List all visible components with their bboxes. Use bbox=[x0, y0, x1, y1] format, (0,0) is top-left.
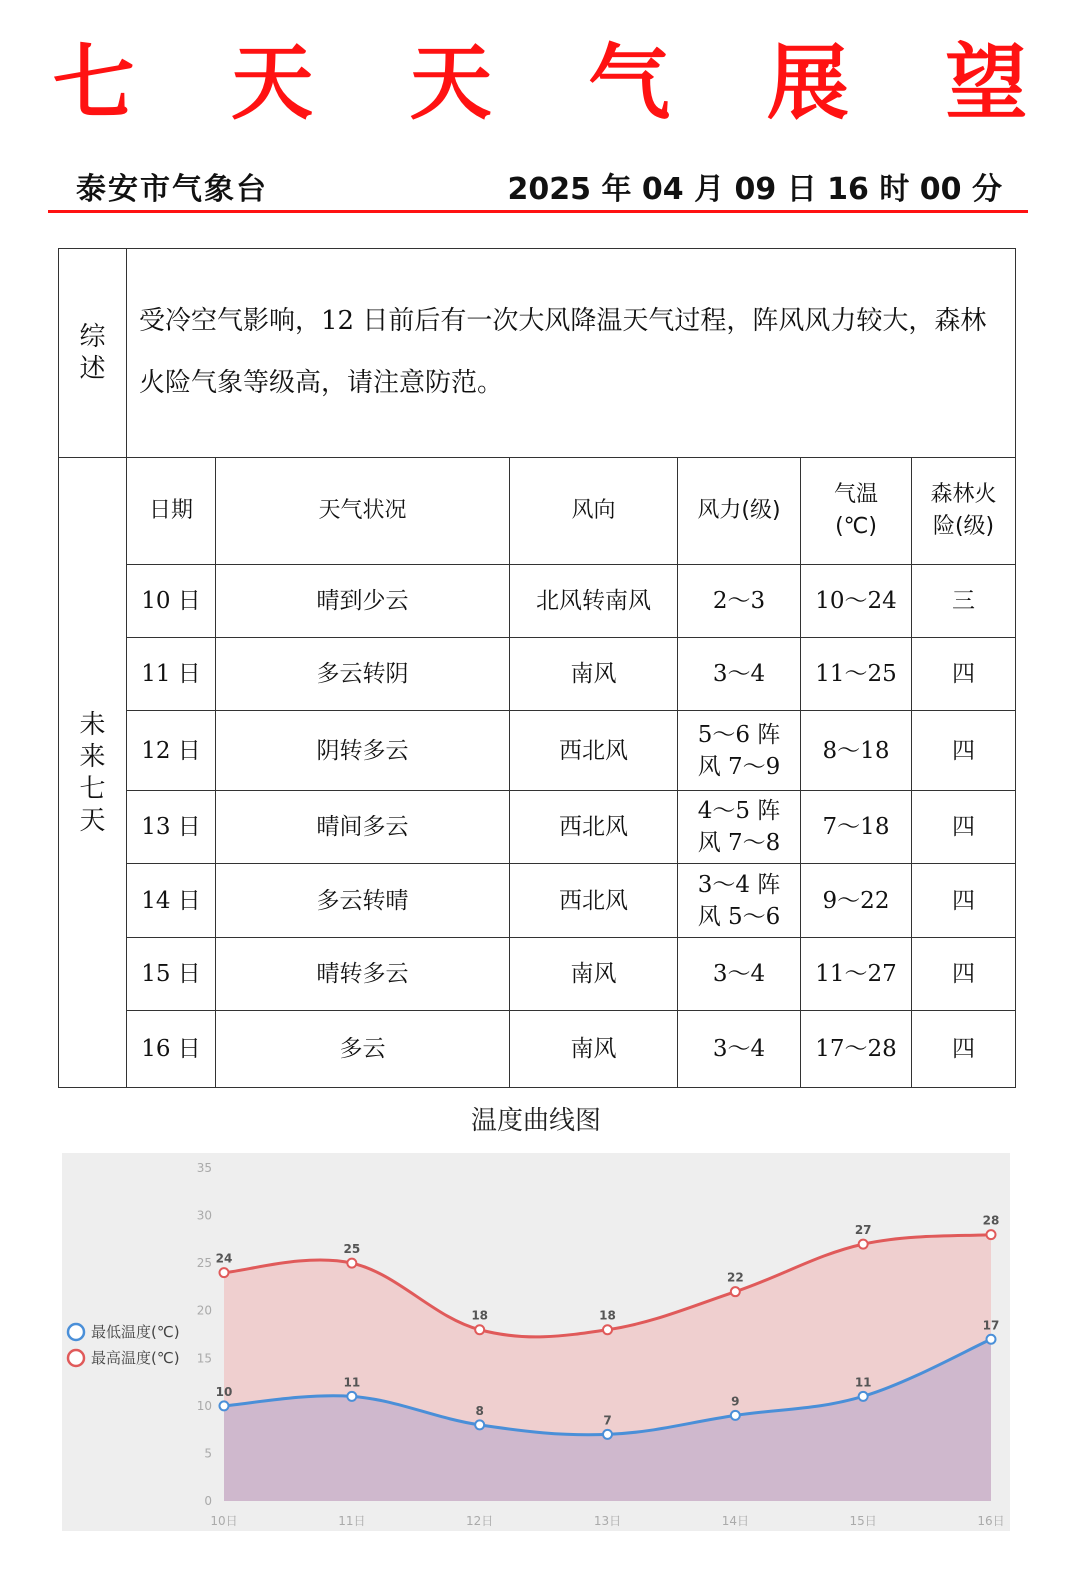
data-point bbox=[220, 1401, 229, 1410]
cell-weather: 多云转阴 bbox=[216, 638, 510, 711]
data-point bbox=[731, 1287, 740, 1296]
data-label: 11 bbox=[854, 1375, 872, 1390]
data-point bbox=[347, 1392, 356, 1401]
x-tick-label: 13日 bbox=[593, 1514, 622, 1528]
y-tick-label: 15 bbox=[196, 1351, 212, 1366]
data-label: 18 bbox=[471, 1308, 489, 1323]
data-point bbox=[987, 1335, 996, 1344]
y-tick-label: 35 bbox=[196, 1161, 212, 1175]
cell-temp: 7～18 bbox=[801, 791, 912, 864]
cell-wind-dir: 南风 bbox=[510, 1011, 678, 1088]
data-point bbox=[475, 1420, 484, 1429]
data-label: 22 bbox=[726, 1270, 744, 1285]
data-point bbox=[220, 1268, 229, 1277]
y-tick-label: 30 bbox=[196, 1208, 212, 1223]
legend-label: 最低温度(℃) bbox=[91, 1323, 180, 1341]
cell-date: 10 日 bbox=[127, 565, 216, 638]
temperature-chart bbox=[62, 1153, 1010, 1531]
data-label: 27 bbox=[854, 1223, 872, 1238]
data-point bbox=[603, 1325, 612, 1334]
data-point bbox=[731, 1411, 740, 1420]
summary-label: 综 述 bbox=[59, 249, 127, 458]
header-divider bbox=[48, 210, 1028, 213]
data-label: 8 bbox=[475, 1403, 484, 1418]
header-row-table bbox=[59, 458, 1016, 565]
cell-fire-level: 四 bbox=[912, 711, 1016, 791]
data-point bbox=[859, 1392, 868, 1401]
cell-fire-level: 四 bbox=[912, 864, 1016, 938]
data-point bbox=[347, 1259, 356, 1268]
data-label: 11 bbox=[343, 1375, 361, 1390]
x-tick-label: 16日 bbox=[977, 1514, 1005, 1528]
y-tick-label: 0 bbox=[204, 1494, 212, 1508]
data-label: 9 bbox=[731, 1394, 740, 1409]
issuer: 泰安市气象台 bbox=[76, 172, 268, 207]
y-tick-label: 5 bbox=[204, 1446, 212, 1461]
table-row bbox=[59, 1011, 1016, 1088]
summary-text: 受冷空气影响，12 日前后有一次大风降温天气过程，阵风风力较大，森林火险气象等级高，请注意防范。 bbox=[127, 249, 1016, 458]
cell-temp: 17～28 bbox=[801, 1011, 912, 1088]
data-point bbox=[987, 1230, 996, 1239]
cell-weather: 多云转晴 bbox=[216, 864, 510, 938]
data-label: 18 bbox=[599, 1308, 616, 1323]
x-tick-label: 10日 bbox=[210, 1514, 238, 1528]
data-point bbox=[475, 1325, 484, 1334]
cell-date: 13 日 bbox=[127, 791, 216, 864]
cell-fire-level: 三 bbox=[912, 565, 1016, 638]
cell-temp: 9～22 bbox=[801, 864, 912, 938]
col-header-weather: 天气状况 bbox=[216, 458, 510, 565]
cell-date: 11 日 bbox=[127, 638, 216, 711]
header-row bbox=[76, 160, 1002, 206]
legend-marker bbox=[68, 1324, 84, 1340]
cell-fire-level: 四 bbox=[912, 638, 1016, 711]
data-label: 10 bbox=[215, 1384, 233, 1399]
cell-date: 12 日 bbox=[127, 711, 216, 791]
cell-date: 14 日 bbox=[127, 864, 216, 938]
legend-marker bbox=[68, 1350, 84, 1366]
cell-wind-dir: 南风 bbox=[510, 638, 678, 711]
x-tick-label: 12日 bbox=[466, 1514, 494, 1528]
cell-wind-dir: 西北风 bbox=[510, 711, 678, 791]
data-label: 7 bbox=[603, 1413, 612, 1428]
data-label: 24 bbox=[215, 1251, 233, 1266]
cell-wind-force: 3～4 bbox=[678, 938, 801, 1011]
page-title: 七 天 天 气 展 望 bbox=[52, 35, 1062, 131]
forecast-side-label: 未 来 七 天 bbox=[59, 458, 127, 1088]
cell-weather: 多云 bbox=[216, 1011, 510, 1088]
issue-time: 2025 年 04 月 09 日 16 时 00 分 bbox=[507, 172, 1002, 207]
cell-weather: 阴转多云 bbox=[216, 711, 510, 791]
cell-wind-force: 3～4 阵 风 5～6 bbox=[678, 864, 801, 938]
col-header-date: 日期 bbox=[127, 458, 216, 565]
cell-wind-force: 5～6 阵 风 7～9 bbox=[678, 711, 801, 791]
y-tick-label: 25 bbox=[196, 1256, 212, 1271]
summary-row bbox=[59, 249, 1016, 458]
cell-weather: 晴间多云 bbox=[216, 791, 510, 864]
cell-wind-force: 4～5 阵 风 7～8 bbox=[678, 791, 801, 864]
cell-weather: 晴转多云 bbox=[216, 938, 510, 1011]
cell-temp: 11～27 bbox=[801, 938, 912, 1011]
cell-temp: 11～25 bbox=[801, 638, 912, 711]
x-tick-label: 15日 bbox=[849, 1514, 877, 1528]
y-tick-label: 20 bbox=[196, 1303, 212, 1318]
legend-label: 最高温度(℃) bbox=[91, 1349, 180, 1367]
cell-wind-dir: 南风 bbox=[510, 938, 678, 1011]
table-row bbox=[59, 791, 1016, 864]
cell-wind-force: 2～3 bbox=[678, 565, 801, 638]
cell-temp: 10～24 bbox=[801, 565, 912, 638]
table-row bbox=[59, 565, 1016, 638]
cell-temp: 8～18 bbox=[801, 711, 912, 791]
chart-title: 温度曲线图 bbox=[470, 1106, 601, 1136]
cell-date: 15 日 bbox=[127, 938, 216, 1011]
data-label: 25 bbox=[343, 1242, 361, 1257]
cell-wind-dir: 西北风 bbox=[510, 864, 678, 938]
table-row bbox=[59, 711, 1016, 791]
table-row bbox=[59, 638, 1016, 711]
cell-wind-force: 3～4 bbox=[678, 638, 801, 711]
col-header-fire: 森林火 险(级) bbox=[912, 458, 1016, 565]
table-row bbox=[59, 864, 1016, 938]
cell-wind-dir: 北风转南风 bbox=[510, 565, 678, 638]
cell-date: 16 日 bbox=[127, 1011, 216, 1088]
col-header-wind-dir: 风向 bbox=[510, 458, 678, 565]
cell-weather: 晴到少云 bbox=[216, 565, 510, 638]
x-tick-label: 14日 bbox=[721, 1514, 749, 1528]
data-label: 17 bbox=[982, 1318, 1000, 1333]
cell-wind-force: 3～4 bbox=[678, 1011, 801, 1088]
cell-fire-level: 四 bbox=[912, 791, 1016, 864]
col-header-temp: 气温 (℃) bbox=[801, 458, 912, 565]
cell-wind-dir: 西北风 bbox=[510, 791, 678, 864]
y-tick-label: 10 bbox=[196, 1398, 212, 1413]
cell-fire-level: 四 bbox=[912, 1011, 1016, 1088]
data-point bbox=[859, 1240, 868, 1249]
table-row bbox=[59, 938, 1016, 1011]
col-header-wind-force: 风力(级) bbox=[678, 458, 801, 565]
forecast-table bbox=[58, 248, 1016, 1088]
data-label: 28 bbox=[982, 1213, 1000, 1228]
cell-fire-level: 四 bbox=[912, 938, 1016, 1011]
x-tick-label: 11日 bbox=[338, 1514, 366, 1528]
data-point bbox=[603, 1430, 612, 1439]
